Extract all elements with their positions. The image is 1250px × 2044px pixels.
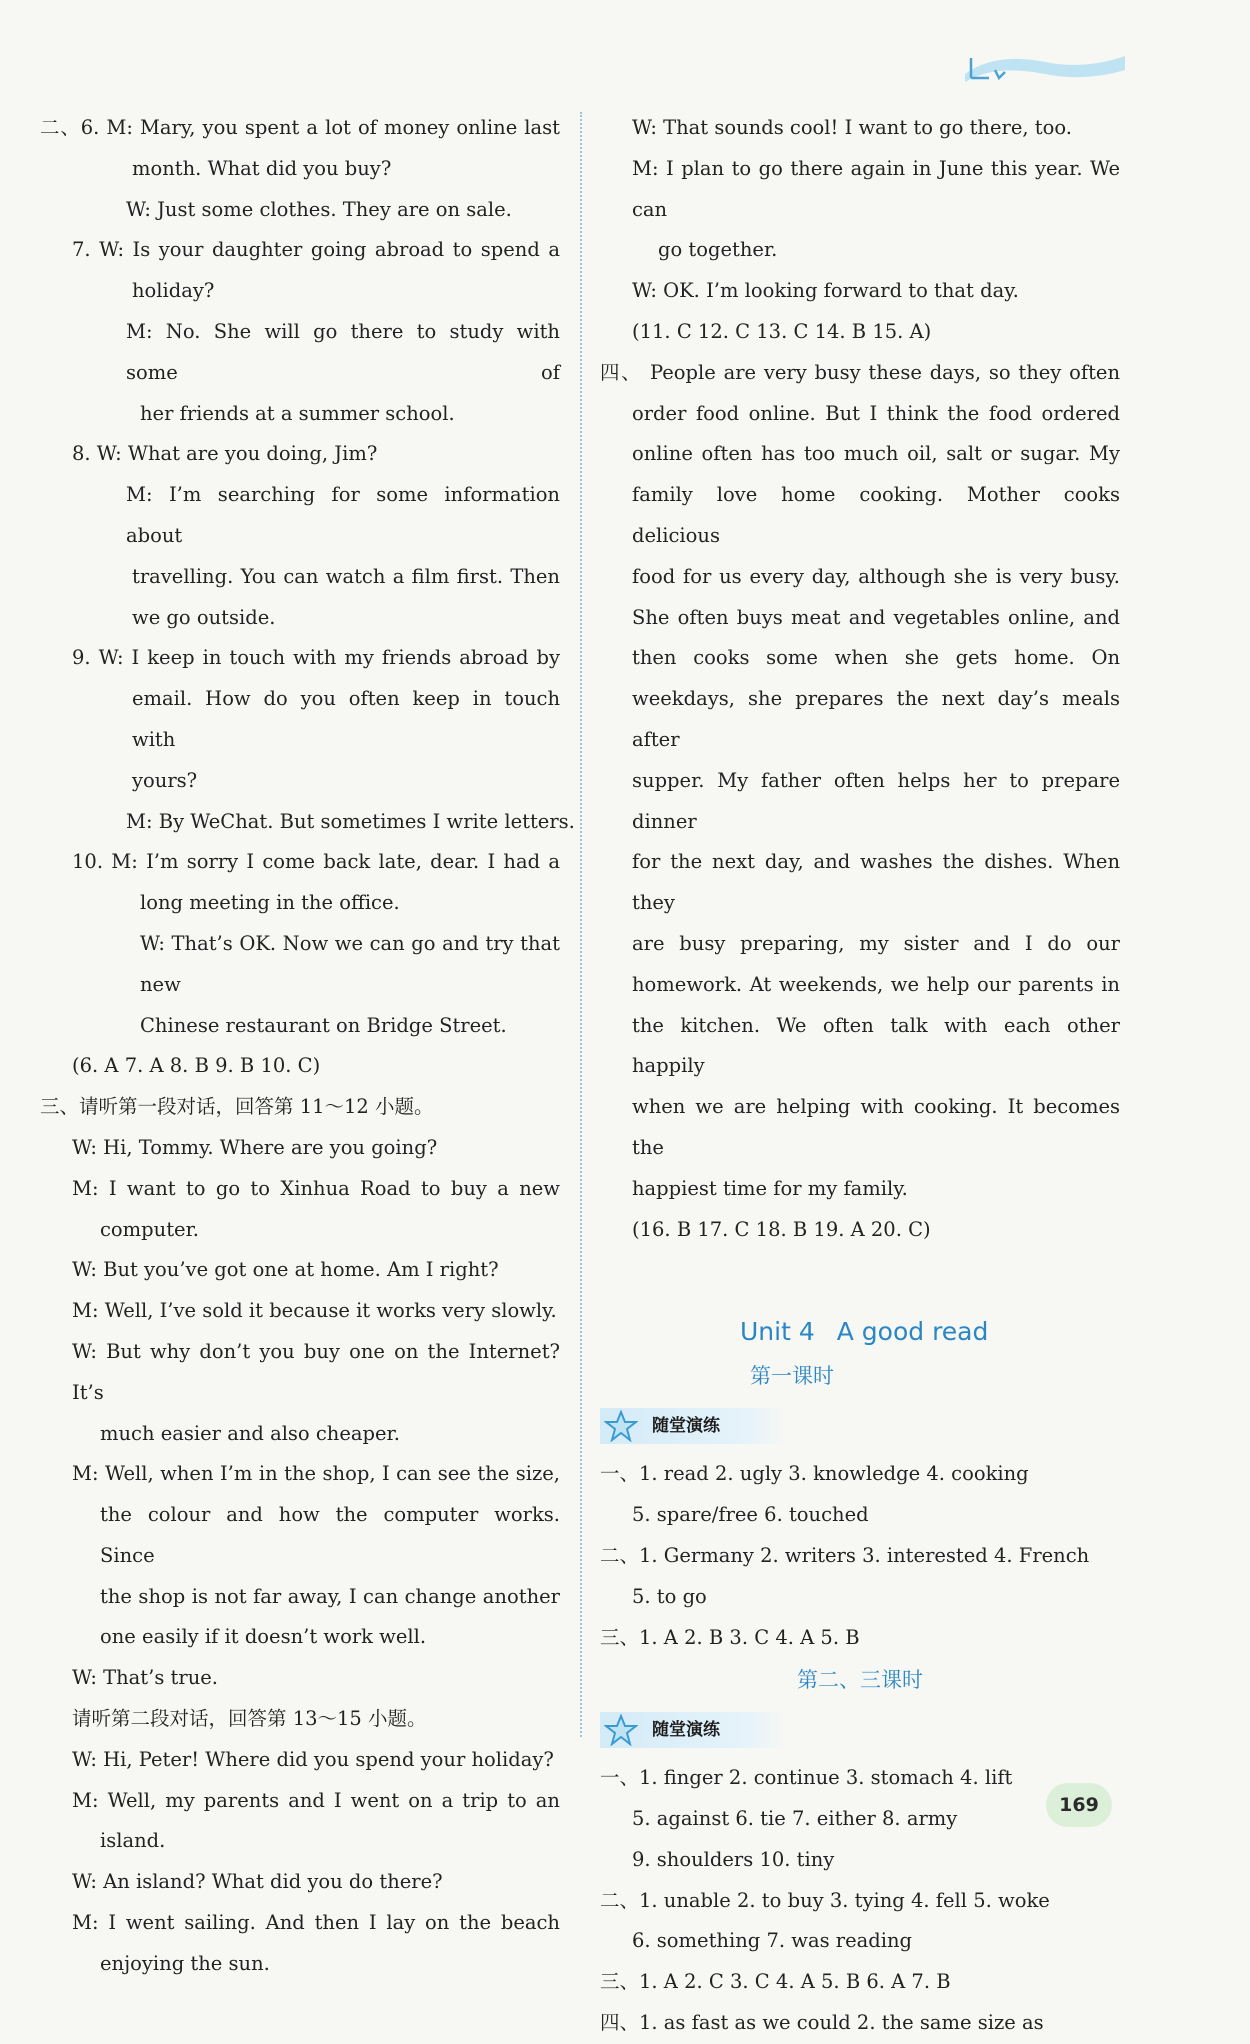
right-column <box>600 108 1120 2044</box>
text-line: 三、1. A 2. B 3. C 4. A 5. B <box>600 1625 860 1649</box>
text-line: 8. W: What are you doing, Jim? <box>72 442 378 466</box>
text-line: we go outside. <box>132 605 276 629</box>
text-line: 三、请听第一段对话，回答第 11～12 小题。 <box>40 1095 434 1119</box>
text-line: homework. At weekends, we help our parents in <box>632 972 1120 996</box>
text-line: W: But why don’t you buy one on the Internet? It’s <box>72 1339 560 1404</box>
text-line: computer. <box>100 1217 199 1241</box>
text-line: yours? <box>132 768 198 792</box>
star-icon <box>604 1410 638 1442</box>
text-line: M: I plan to go there again in June this year. We can <box>632 156 1120 221</box>
text-line: She often buys meat and vegetables online, and <box>632 605 1120 629</box>
text-line: 四、 People are very busy these days, so they often <box>600 360 1120 384</box>
text-line: (16. B 17. C 18. B 19. A 20. C) <box>632 1217 931 1241</box>
text-line: 二、1. Germany 2. writers 3. interested 4. French <box>600 1543 1090 1567</box>
text-line: are busy preparing, my sister and I do our <box>632 931 1120 955</box>
lesson-1-title: 第一课时 <box>750 1364 834 1389</box>
text-line: one easily if it doesn’t work well. <box>100 1625 427 1649</box>
text-line: order food online. But I think the food ordered <box>632 401 1120 425</box>
text-line: W: That sounds cool! I want to go there, too. <box>632 116 1072 139</box>
text-line: W: Hi, Tommy. Where are you going? <box>72 1135 438 1159</box>
practice-banner-label: 随堂演练 <box>652 1720 720 1741</box>
text-line: online often has too much oil, salt or sugar. My <box>632 442 1120 466</box>
text-line: 一、1. read 2. ugly 3. knowledge 4. cooking <box>600 1462 1029 1486</box>
text-line: M: No. She will go there to study with some of <box>126 319 560 384</box>
open-book-decoration-icon <box>965 48 1125 86</box>
text-line: M: I went sailing. And then I lay on the beach <box>72 1911 560 1935</box>
text-line: 5. against 6. tie 7. either 8. army <box>632 1807 958 1831</box>
text-line: when we are helping with cooking. It becomes the <box>632 1095 1120 1159</box>
text-line: 9. shoulders 10. tiny <box>632 1847 835 1871</box>
text-line: for the next day, and washes the dishes. When they <box>632 850 1120 915</box>
text-line: 一、1. finger 2. continue 3. stomach 4. lift <box>600 1766 1013 1790</box>
text-line: 二、6. M: Mary, you spent a lot of money online last <box>40 116 560 139</box>
text-line: W: Hi, Peter! Where did you spend your holiday? <box>72 1747 554 1771</box>
text-line: 5. to go <box>632 1584 707 1608</box>
star-icon <box>604 1714 638 1746</box>
text-line: 10. M: I’m sorry I come back late, dear. I had a <box>72 850 560 874</box>
text-line: email. How do you often keep in touch with <box>132 687 560 751</box>
text-line: 7. W: Is your daughter going abroad to spend a <box>72 238 560 262</box>
text-line: 二、1. unable 2. to buy 3. tying 4. fell 5. woke <box>600 1888 1050 1912</box>
practice-banner-label: 随堂演练 <box>652 1416 720 1437</box>
practice-banner-1 <box>600 1408 785 1444</box>
text-line: 四、1. as fast as we could 2. the same size as <box>600 2011 1044 2035</box>
text-line: the kitchen. We often talk with each other happily <box>632 1013 1120 1078</box>
text-line: travelling. You can watch a film first. Then <box>132 564 560 588</box>
right-column-top <box>600 108 1120 1250</box>
text-line: 请听第二段对话，回答第 13～15 小题。 <box>72 1707 427 1731</box>
text-line: food for us every day, although she is very busy. <box>632 564 1120 588</box>
left-column <box>40 108 575 1985</box>
text-line: her friends at a summer school. <box>140 401 455 425</box>
text-line: M: Well, my parents and I went on a trip to an <box>72 1788 560 1812</box>
text-line: W: That’s true. <box>72 1666 219 1690</box>
text-line: M: By WeChat. But sometimes I write letters. <box>126 809 575 833</box>
text-line: M: I’m searching for some information about <box>126 483 560 547</box>
text-line: 5. spare/free 6. touched <box>632 1503 869 1527</box>
text-line: supper. My father often helps her to prepare dinner <box>632 768 1120 833</box>
unit-heading <box>600 1310 1120 1354</box>
text-line: Chinese restaurant on Bridge Street. <box>140 1013 507 1037</box>
text-line: W: But you’ve got one at home. Am I right? <box>72 1258 499 1282</box>
text-line: long meeting in the office. <box>140 891 400 915</box>
column-divider <box>580 112 582 1737</box>
unit-number: Unit 4 <box>740 1317 815 1347</box>
lesson-2-answers <box>600 1758 1120 2044</box>
text-line: the shop is not far away, I can change another <box>100 1584 560 1608</box>
text-line: then cooks some when she gets home. On <box>632 646 1120 670</box>
text-line: W: That’s OK. Now we can go and try that new <box>140 931 560 996</box>
text-line: M: I want to go to Xinhua Road to buy a new <box>72 1176 560 1200</box>
text-line: family love home cooking. Mother cooks delicious <box>632 483 1120 547</box>
text-line: month. What did you buy? <box>132 156 392 180</box>
unit-title: A good read <box>836 1317 989 1347</box>
text-line: happiest time for my family. <box>632 1176 908 1200</box>
text-line: W: OK. I’m looking forward to that day. <box>632 279 1019 303</box>
text-line: W: Just some clothes. They are on sale. <box>126 197 512 221</box>
text-line: much easier and also cheaper. <box>100 1421 400 1445</box>
practice-banner-2 <box>600 1712 785 1748</box>
text-line: (6. A 7. A 8. B 9. B 10. C) <box>72 1054 321 1078</box>
text-line: 6. something 7. was reading <box>632 1929 913 1953</box>
text-line: M: Well, I’ve sold it because it works very slowly. <box>72 1299 557 1323</box>
text-line: go together. <box>658 238 778 262</box>
text-line: island. <box>100 1829 166 1853</box>
text-line: enjoying the sun. <box>100 1951 270 1975</box>
lesson-2-title: 第二、三课时 <box>797 1668 923 1693</box>
lesson-1-answers <box>600 1454 1120 1658</box>
text-line: (11. C 12. C 13. C 14. B 15. A) <box>632 319 932 343</box>
text-line: holiday? <box>132 279 215 303</box>
text-line: 三、1. A 2. C 3. C 4. A 5. B 6. A 7. B <box>600 1970 951 1994</box>
text-line: 9. W: I keep in touch with my friends abroad by <box>72 646 560 670</box>
page-number: 169 <box>1046 1783 1112 1827</box>
text-line: the colour and how the computer works. Since <box>100 1503 560 1567</box>
text-line: M: Well, when I’m in the shop, I can see the size, <box>72 1462 560 1486</box>
text-line: W: An island? What did you do there? <box>72 1870 443 1894</box>
text-line: weekdays, she prepares the next day’s meals after <box>632 687 1120 751</box>
